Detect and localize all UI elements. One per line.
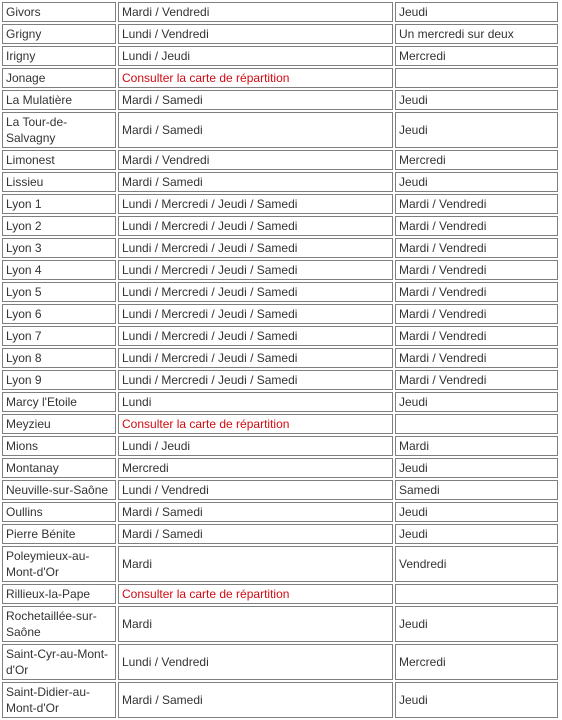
secondary-days-cell xyxy=(395,584,558,604)
commune-cell: Limonest xyxy=(2,150,116,170)
table-row xyxy=(2,68,558,88)
collection-days-cell: Lundi / Mercredi / Jeudi / Samedi xyxy=(118,326,393,346)
collection-days-cell: Mardi / Samedi xyxy=(118,524,393,544)
table-row xyxy=(2,436,558,456)
collection-days-cell: Lundi / Jeudi xyxy=(118,436,393,456)
table-row xyxy=(2,282,558,302)
table-row xyxy=(2,524,558,544)
commune-cell: Marcy l'Etoile xyxy=(2,392,116,412)
commune-cell: Lyon 1 xyxy=(2,194,116,214)
secondary-days-cell: Jeudi xyxy=(395,172,558,192)
table-row xyxy=(2,606,558,642)
collection-days-cell: Mardi / Samedi xyxy=(118,90,393,110)
table-row xyxy=(2,348,558,368)
secondary-days-cell: Jeudi xyxy=(395,90,558,110)
collection-days-cell: Mardi / Vendredi xyxy=(118,2,393,22)
secondary-days-cell: Jeudi xyxy=(395,606,558,642)
table-row xyxy=(2,238,558,258)
collection-days-cell: Mardi / Vendredi xyxy=(118,150,393,170)
table-row xyxy=(2,644,558,680)
commune-cell: Neuville-sur-Saône xyxy=(2,480,116,500)
map-link-cell xyxy=(118,414,393,434)
table-row xyxy=(2,458,558,478)
collection-days-cell: Lundi / Vendredi xyxy=(118,24,393,44)
secondary-days-cell: Jeudi xyxy=(395,2,558,22)
commune-cell: Givors xyxy=(2,2,116,22)
commune-cell: Lyon 9 xyxy=(2,370,116,390)
secondary-days-cell: Jeudi xyxy=(395,458,558,478)
table-row xyxy=(2,260,558,280)
collection-days-cell: Lundi / Mercredi / Jeudi / Samedi xyxy=(118,260,393,280)
table-row xyxy=(2,502,558,522)
collection-days-cell: Mardi / Samedi xyxy=(118,502,393,522)
secondary-days-cell: Mercredi xyxy=(395,644,558,680)
commune-cell: Lyon 3 xyxy=(2,238,116,258)
secondary-days-cell: Mardi / Vendredi xyxy=(395,260,558,280)
distribution-map-link[interactable]: Consulter la carte de répartition xyxy=(122,71,290,85)
table-row xyxy=(2,24,558,44)
table-row xyxy=(2,546,558,582)
collection-days-cell: Mardi / Samedi xyxy=(118,112,393,148)
table-row xyxy=(2,304,558,324)
secondary-days-cell: Mardi / Vendredi xyxy=(395,194,558,214)
collection-days-cell: Lundi / Mercredi / Jeudi / Samedi xyxy=(118,238,393,258)
secondary-days-cell: Vendredi xyxy=(395,546,558,582)
commune-cell: Lyon 8 xyxy=(2,348,116,368)
collection-days-cell: Lundi / Vendredi xyxy=(118,480,393,500)
commune-cell: Jonage xyxy=(2,68,116,88)
collection-days-cell: Mercredi xyxy=(118,458,393,478)
table-row xyxy=(2,46,558,66)
collection-days-cell: Mardi xyxy=(118,606,393,642)
table-row xyxy=(2,584,558,604)
secondary-days-cell: Jeudi xyxy=(395,524,558,544)
secondary-days-cell: Mardi xyxy=(395,436,558,456)
table-row xyxy=(2,370,558,390)
secondary-days-cell: Mardi / Vendredi xyxy=(395,304,558,324)
map-link-cell xyxy=(118,584,393,604)
secondary-days-cell: Jeudi xyxy=(395,682,558,718)
collection-days-cell: Lundi / Jeudi xyxy=(118,46,393,66)
distribution-map-link[interactable]: Consulter la carte de répartition xyxy=(122,417,290,431)
commune-cell: Lyon 4 xyxy=(2,260,116,280)
secondary-days-cell: Jeudi xyxy=(395,112,558,148)
collection-days-cell: Mardi / Samedi xyxy=(118,172,393,192)
collection-days-cell: Lundi / Mercredi / Jeudi / Samedi xyxy=(118,348,393,368)
secondary-days-cell: Mardi / Vendredi xyxy=(395,216,558,236)
table-row xyxy=(2,480,558,500)
commune-cell: Lyon 2 xyxy=(2,216,116,236)
table-row xyxy=(2,682,558,718)
secondary-days-cell: Mercredi xyxy=(395,46,558,66)
secondary-days-cell: Jeudi xyxy=(395,502,558,522)
collection-days-cell: Lundi / Mercredi / Jeudi / Samedi xyxy=(118,282,393,302)
commune-cell: Lyon 7 xyxy=(2,326,116,346)
collection-days-cell: Lundi / Mercredi / Jeudi / Samedi xyxy=(118,216,393,236)
table-row xyxy=(2,194,558,214)
commune-cell: Rillieux-la-Pape xyxy=(2,584,116,604)
table-row xyxy=(2,414,558,434)
commune-cell: Montanay xyxy=(2,458,116,478)
commune-cell: Lissieu xyxy=(2,172,116,192)
table-row xyxy=(2,2,558,22)
commune-cell: Mions xyxy=(2,436,116,456)
table-row xyxy=(2,326,558,346)
commune-cell: Meyzieu xyxy=(2,414,116,434)
secondary-days-cell: Mercredi xyxy=(395,150,558,170)
map-link-cell xyxy=(118,68,393,88)
table-row xyxy=(2,172,558,192)
distribution-map-link[interactable]: Consulter la carte de répartition xyxy=(122,587,290,601)
commune-cell: Irigny xyxy=(2,46,116,66)
collection-days-cell: Lundi / Vendredi xyxy=(118,644,393,680)
collection-days-cell: Lundi / Mercredi / Jeudi / Samedi xyxy=(118,194,393,214)
collection-days-cell: Lundi / Mercredi / Jeudi / Samedi xyxy=(118,370,393,390)
commune-cell: Rochetaillée-sur-Saône xyxy=(2,606,116,642)
collection-days-cell: Lundi xyxy=(118,392,393,412)
secondary-days-cell: Jeudi xyxy=(395,392,558,412)
table-row xyxy=(2,392,558,412)
commune-cell: Oullins xyxy=(2,502,116,522)
collection-days-cell: Mardi / Samedi xyxy=(118,682,393,718)
collection-days-cell: Mardi xyxy=(118,546,393,582)
secondary-days-cell: Mardi / Vendredi xyxy=(395,238,558,258)
table-row xyxy=(2,216,558,236)
commune-cell: La Mulatière xyxy=(2,90,116,110)
secondary-days-cell: Mardi / Vendredi xyxy=(395,370,558,390)
secondary-days-cell: Mardi / Vendredi xyxy=(395,326,558,346)
commune-cell: Lyon 5 xyxy=(2,282,116,302)
table-row xyxy=(2,112,558,148)
table-row xyxy=(2,150,558,170)
commune-cell: Saint-Cyr-au-Mont-d'Or xyxy=(2,644,116,680)
commune-cell: Saint-Didier-au-Mont-d'Or xyxy=(2,682,116,718)
secondary-days-cell: Un mercredi sur deux xyxy=(395,24,558,44)
commune-cell: Grigny xyxy=(2,24,116,44)
collection-days-cell: Lundi / Mercredi / Jeudi / Samedi xyxy=(118,304,393,324)
secondary-days-cell xyxy=(395,68,558,88)
secondary-days-cell: Samedi xyxy=(395,480,558,500)
secondary-days-cell: Mardi / Vendredi xyxy=(395,282,558,302)
commune-cell: La Tour-de-Salvagny xyxy=(2,112,116,148)
commune-cell: Pierre Bénite xyxy=(2,524,116,544)
secondary-days-cell: Mardi / Vendredi xyxy=(395,348,558,368)
table-body xyxy=(2,2,558,718)
commune-cell: Poleymieux-au-Mont-d'Or xyxy=(2,546,116,582)
commune-cell: Lyon 6 xyxy=(2,304,116,324)
secondary-days-cell xyxy=(395,414,558,434)
table-row xyxy=(2,90,558,110)
